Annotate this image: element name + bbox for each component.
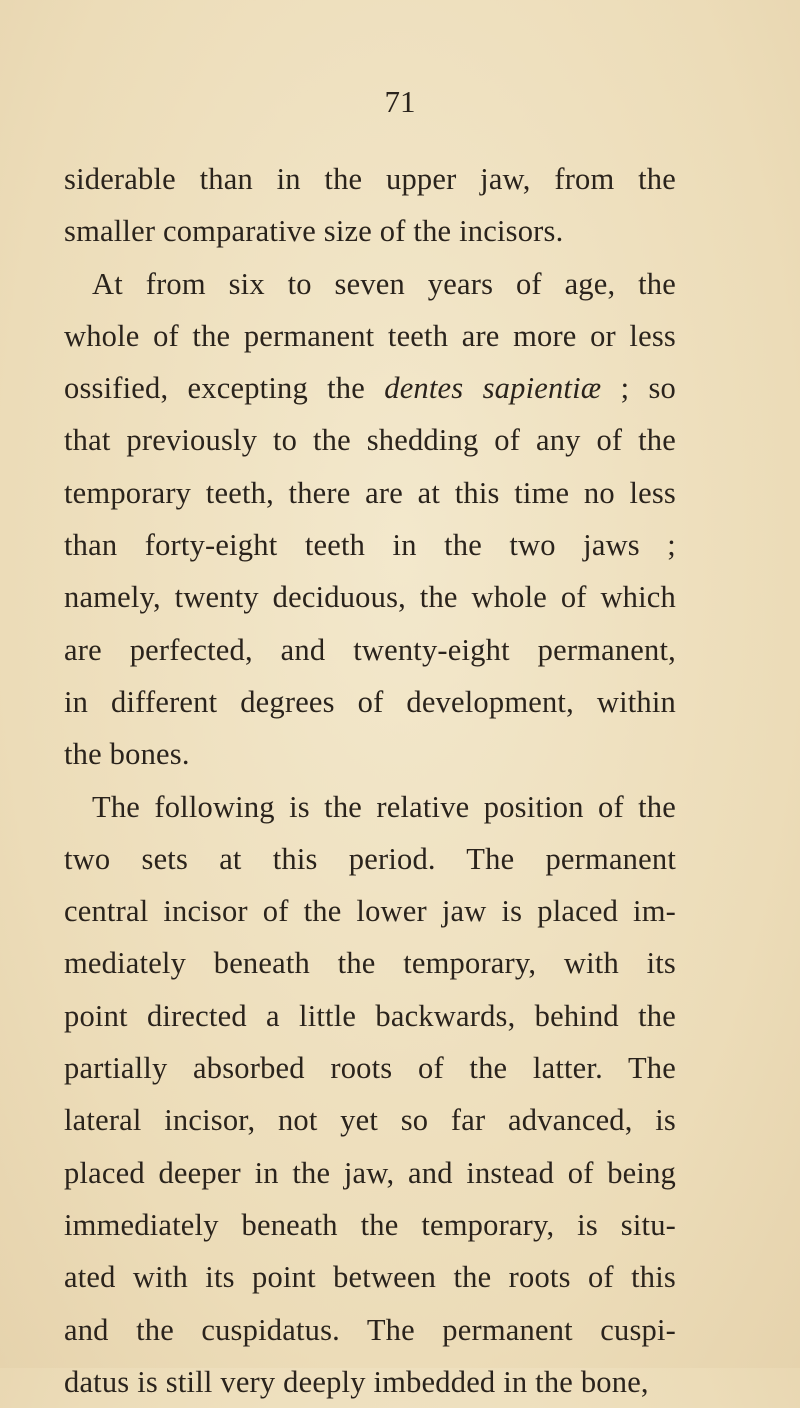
text-line: datus is still very deeply imbedded in the bone,: [64, 1364, 649, 1399]
text-line: in different degrees of development, within: [64, 684, 676, 719]
text-line: and the cuspidatus. The permanent cuspi-: [64, 1312, 676, 1347]
text-line: whole of the permanent teeth are more or less: [64, 318, 676, 353]
text-line-with-italic: [64, 362, 676, 414]
text-line: immediately beneath the temporary, is situ-: [64, 1207, 676, 1242]
text-line: are perfected, and twenty-eight permanent,: [64, 632, 676, 667]
text-line: lateral incisor, not yet so far advanced, is: [64, 1103, 676, 1138]
text-line: two sets at this period. The permanent: [64, 841, 676, 876]
text-line: placed deeper in the jaw, and instead of being: [64, 1155, 676, 1190]
text-line: ated with its point between the roots of this: [64, 1260, 676, 1295]
text-line: central incisor of the lower jaw is placed im-: [64, 894, 676, 929]
text-segment: ossified, excepting the: [64, 371, 385, 406]
text-line: At from six to seven years of age, the: [92, 266, 676, 301]
body-text: [64, 153, 676, 1408]
text-line: siderable than in the upper jaw, from the: [64, 162, 676, 196]
text-line: point directed a little backwards, behind the: [64, 998, 676, 1033]
page-number: 71: [384, 84, 416, 119]
text-line: The following is the relative position of the: [92, 789, 676, 824]
text-line: partially absorbed roots of the latter. The: [64, 1051, 676, 1086]
text-line: temporary teeth, there are at this time no less: [64, 475, 676, 510]
text-line: that previously to the shedding of any of the: [64, 423, 676, 458]
italic-phrase: dentes sapientiæ: [384, 371, 602, 406]
text-line: than forty-eight teeth in the two jaws ;: [64, 528, 676, 563]
text-segment: ; so: [601, 371, 676, 406]
text-line: namely, twenty deciduous, the whole of which: [64, 580, 676, 615]
text-line: the bones.: [64, 737, 190, 772]
text-line: smaller comparative size of the incisors.: [64, 214, 564, 249]
text-line: mediately beneath the temporary, with its: [64, 946, 676, 981]
